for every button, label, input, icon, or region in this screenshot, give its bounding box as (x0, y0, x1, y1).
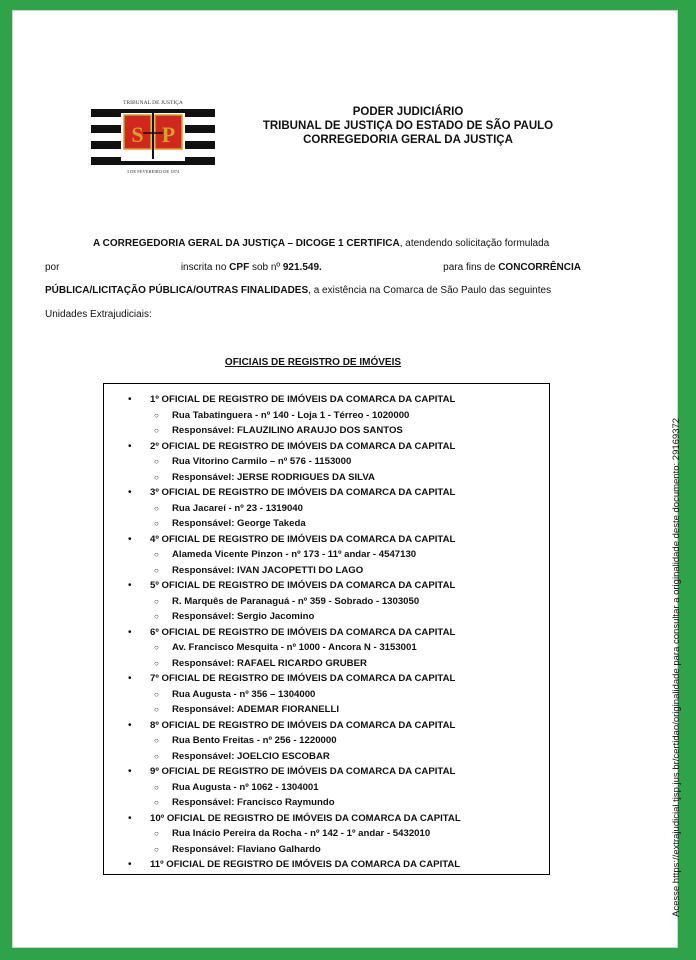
registry-office-item (104, 392, 549, 439)
cert-por: por (45, 261, 60, 273)
registry-office-responsible (150, 470, 549, 486)
registry-office-item (104, 764, 549, 811)
registry-office-responsible (150, 423, 549, 439)
registry-offices-list (104, 384, 549, 873)
registry-office-name: 11º OFICIAL DE REGISTRO DE IMÓVEIS DA COMARCA DA CAPITAL (150, 859, 461, 870)
document-header (233, 105, 583, 147)
registry-office-responsible (150, 702, 549, 718)
registry-office-address-text: Rua Tabatinguera - nº 140 - Loja 1 - Térreo - 1020000 (172, 409, 410, 421)
tjsp-emblem-logo (91, 93, 215, 179)
registry-office-item (104, 532, 549, 579)
registry-office-name: 2º OFICIAL DE REGISTRO DE IMÓVEIS DA COMARCA DA CAPITAL (150, 440, 456, 452)
emblem-letter-p: P (161, 122, 176, 147)
bullet-icon: • (128, 673, 132, 684)
header-line-1: PODER JUDICIÁRIO (352, 106, 464, 118)
registry-office-responsible-text: Responsável: ADEMAR FIORANELLI (172, 704, 340, 715)
registry-office-name: 6º OFICIAL DE REGISTRO DE IMÓVEIS DA COMARCA DA CAPITAL (150, 626, 456, 638)
registry-office-responsible (150, 516, 549, 532)
bullet-icon: • (128, 766, 132, 777)
registry-office-address (150, 501, 549, 517)
emblem-bottom-text: 3 DE FEVEREIRO DE 1874 (126, 169, 180, 174)
cert-para-fins: para fins de (443, 261, 496, 273)
cert-bold-intro: A CORREGEDORIA GERAL DA JUSTIÇA – DICOGE 1 CERTIFICA (93, 238, 400, 249)
registry-office-item (104, 578, 549, 625)
emblem-top-text: TRIBUNAL DE JUSTIÇA (123, 100, 183, 106)
registry-office-responsible-text: Responsável: George Takeda (172, 518, 306, 529)
emblem-letter-s: S (131, 122, 144, 147)
registry-office-address-text: Rua Augusta - nº 356 – 1304000 (172, 688, 316, 700)
registry-office-address (150, 454, 549, 470)
registry-office-address (150, 733, 549, 749)
certificate-text (45, 232, 581, 326)
registry-office-responsible-text: Responsável: Sergio Jacomino (172, 611, 315, 622)
registry-office-address (150, 687, 549, 703)
registry-office-responsible-text: Responsável: RAFAEL RICARDO GRUBER (172, 657, 367, 669)
registry-office-address (150, 640, 549, 656)
sub-bullet-icon: ○ (154, 519, 159, 528)
header-line-2: TRIBUNAL DE JUSTIÇA DO ESTADO DE SÃO PAULO (262, 120, 554, 132)
registry-office-address (150, 826, 549, 842)
registry-office-address-text: Rua Augusta - nº 1062 - 1304001 (172, 781, 319, 793)
registry-office-responsible (150, 656, 549, 672)
registry-office-name: 7º OFICIAL DE REGISTRO DE IMÓVEIS DA COMARCA DA CAPITAL (150, 673, 456, 684)
sub-bullet-icon: ○ (154, 612, 159, 621)
cert-concorrencia: CONCORRÊNCIA (498, 261, 581, 273)
registry-office-address-text: Rua Vitorino Carmilo – nº 576 - 1153000 (172, 456, 352, 467)
document-page (12, 10, 678, 948)
registry-office-responsible-text: Responsável: Flaviano Galhardo (172, 843, 321, 855)
sub-bullet-icon: ○ (154, 472, 159, 482)
registry-office-responsible-text: Responsável: Francisco Raymundo (172, 797, 335, 808)
registry-office-item (104, 439, 549, 486)
registry-office-responsible (150, 749, 549, 765)
registry-office-responsible-text: Responsável: JOELCIO ESCOBAR (172, 750, 330, 762)
registry-office-address-text: Av. Francisco Mesquita - nº 1000 - Ancora N - 3153001 (172, 642, 417, 653)
registry-office-item (104, 718, 549, 765)
bullet-icon: • (128, 487, 132, 498)
bullet-icon: • (128, 580, 132, 591)
registry-office-responsible-text: Responsável: FLAUZILINO ARAUJO DOS SANTOS (172, 425, 403, 436)
sub-bullet-icon: ○ (154, 410, 159, 420)
sub-bullet-icon: ○ (154, 736, 159, 745)
bullet-icon: • (128, 812, 132, 824)
sub-bullet-icon: ○ (154, 798, 159, 807)
sub-bullet-icon: ○ (154, 705, 159, 714)
registry-office-name: 9º OFICIAL DE REGISTRO DE IMÓVEIS DA COMARCA DA CAPITAL (150, 766, 456, 777)
sub-bullet-icon: ○ (154, 751, 159, 761)
registry-office-address-text: Alameda Vicente Pinzon - nº 173 - 11º andar - 4547130 (172, 549, 417, 560)
cert-publica: PÚBLICA/LICITAÇÃO PÚBLICA/OUTRAS FINALIDADES (45, 285, 309, 296)
registry-office-name: 5º OFICIAL DE REGISTRO DE IMÓVEIS DA COMARCA DA CAPITAL (150, 580, 456, 591)
registry-office-address (150, 594, 549, 610)
sub-bullet-icon: ○ (154, 596, 159, 606)
bullet-icon: • (128, 440, 132, 452)
cert-text-4: Unidades Extrajudiciais: (45, 308, 152, 320)
registry-office-responsible-text: Responsável: IVAN JACOPETTI DO LAGO (172, 564, 364, 576)
bullet-icon: • (128, 719, 132, 731)
registry-office-address-text: R. Marquês de Paranaguá - nº 359 - Sobrado - 1303050 (172, 595, 420, 607)
registry-office-item (104, 485, 549, 532)
header-line-3: CORREGEDORIA GERAL DA JUSTIÇA (303, 134, 513, 146)
cert-cpf-number: 921.549. (282, 261, 322, 273)
cert-text-1: , atendendo solicitação formulada (399, 238, 550, 249)
sub-bullet-icon: ○ (154, 829, 159, 838)
registry-office-item (104, 857, 549, 873)
registry-office-item (104, 811, 549, 858)
registry-office-address-text: Rua Inácio Pereira da Rocha - nº 142 - 1º andar - 5432010 (172, 828, 431, 839)
sub-bullet-icon: ○ (154, 689, 159, 699)
registry-office-address-text: Rua Bento Freitas - nº 256 - 1220000 (172, 735, 337, 746)
cert-sob: sob nº (251, 261, 281, 273)
bullet-icon: • (128, 859, 132, 870)
registry-office-responsible-text: Responsável: JERSE RODRIGUES DA SILVA (172, 471, 375, 483)
registry-office-name: 1º OFICIAL DE REGISTRO DE IMÓVEIS DA COMARCA DA CAPITAL (150, 394, 456, 405)
sub-bullet-icon: ○ (154, 782, 159, 792)
registry-office-item (104, 671, 549, 718)
cert-inscrita: inscrita no (180, 261, 227, 273)
sub-bullet-icon: ○ (154, 426, 159, 435)
registry-office-address (150, 408, 549, 424)
sub-bullet-icon: ○ (154, 565, 159, 575)
registry-office-responsible (150, 609, 549, 625)
cert-cpf-label: CPF (229, 261, 250, 273)
registry-office-address (150, 547, 549, 563)
bullet-icon: • (128, 394, 132, 405)
registry-office-address (150, 780, 549, 796)
bullet-icon: • (128, 626, 132, 638)
sub-bullet-icon: ○ (154, 457, 159, 466)
cert-line-2 (45, 256, 581, 280)
registry-office-name: 4º OFICIAL DE REGISTRO DE IMÓVEIS DA COMARCA DA CAPITAL (150, 533, 456, 545)
sub-bullet-icon: ○ (154, 643, 159, 652)
registry-office-address-text: Rua Jacareí - nº 23 - 1319040 (172, 502, 303, 514)
sub-bullet-icon: ○ (154, 658, 159, 668)
registry-office-name: 10º OFICIAL DE REGISTRO DE IMÓVEIS DA COMARCA DA CAPITAL (150, 812, 461, 824)
registry-office-name: 3º OFICIAL DE REGISTRO DE IMÓVEIS DA COMARCA DA CAPITAL (150, 487, 456, 498)
registry-offices-box (103, 383, 550, 875)
bullet-icon: • (128, 533, 132, 545)
sub-bullet-icon: ○ (154, 503, 159, 513)
section-title: OFICIAIS DE REGISTRO DE IMÓVEIS (224, 357, 402, 368)
cert-text-3: , a existência na Comarca de São Paulo das seguintes (308, 285, 552, 296)
registry-office-responsible (150, 563, 549, 579)
sub-bullet-icon: ○ (154, 844, 159, 854)
registry-office-item (104, 625, 549, 672)
sub-bullet-icon: ○ (154, 550, 159, 559)
verification-note: Acesse https://extrajudicial.tjsp.jus.br/certidao/originalidade para consultar a originalidade deste documento: 29169372 (671, 417, 682, 917)
registry-office-name: 8º OFICIAL DE REGISTRO DE IMÓVEIS DA COMARCA DA CAPITAL (150, 719, 456, 731)
registry-office-responsible (150, 795, 549, 811)
registry-office-responsible (150, 842, 549, 858)
